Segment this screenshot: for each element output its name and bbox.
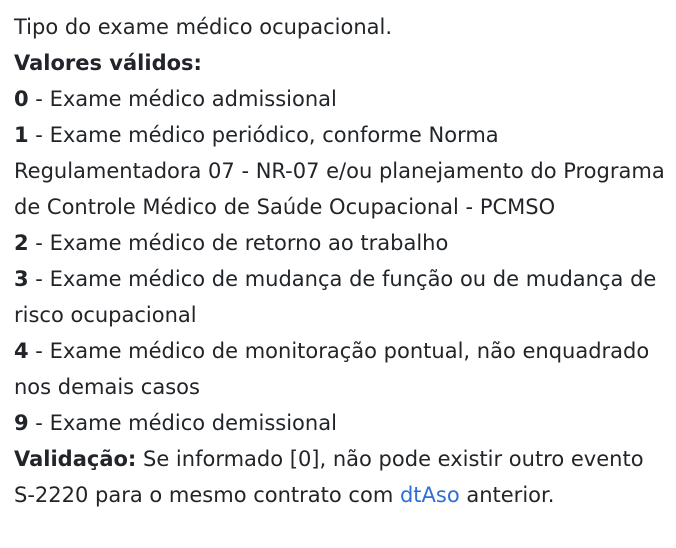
valid-value-item <box>14 405 666 441</box>
value-separator: - <box>28 267 50 291</box>
value-code: 1 <box>14 123 29 147</box>
value-text: Exame médico periódico, conforme Norma Regulamentadora 07 - NR-07 e/ou planejamento do Programa de Controle Médico de Saúde Ocupacional - PCMSO <box>14 123 665 219</box>
value-code: 9 <box>14 411 29 435</box>
validation-text-after: anterior. <box>459 483 555 507</box>
value-separator: - <box>28 87 50 111</box>
value-separator: - <box>28 123 50 147</box>
validation-label: Validação: <box>14 447 137 471</box>
description-text: Tipo do exame médico ocupacional. <box>14 15 393 39</box>
value-separator: - <box>28 339 50 363</box>
validation-rule <box>14 441 666 513</box>
value-text: Exame médico de retorno ao trabalho <box>49 231 449 255</box>
validation-text-before: Se informado [0], não pode existir outro evento S-2220 para o mesmo contrato com <box>14 447 644 507</box>
value-code: 2 <box>14 231 29 255</box>
valid-value-item <box>14 261 666 333</box>
valid-values-heading: Valores válidos: <box>14 51 202 75</box>
value-code: 0 <box>14 87 29 111</box>
value-code: 4 <box>14 339 29 363</box>
valid-value-item <box>14 117 666 225</box>
value-text: Exame médico de mudança de função ou de mudança de risco ocupacional <box>14 267 657 327</box>
value-code: 3 <box>14 267 29 291</box>
value-text: Exame médico demissional <box>49 411 337 435</box>
valid-value-item <box>14 225 666 261</box>
value-separator: - <box>28 411 50 435</box>
value-separator: - <box>28 231 50 255</box>
value-text: Exame médico admissional <box>49 87 337 111</box>
valid-value-item <box>14 81 666 117</box>
dtaso-link[interactable]: dtAso <box>399 483 460 507</box>
valid-value-item <box>14 333 666 405</box>
value-text: Exame médico de monitoração pontual, não enquadrado nos demais casos <box>14 339 650 399</box>
